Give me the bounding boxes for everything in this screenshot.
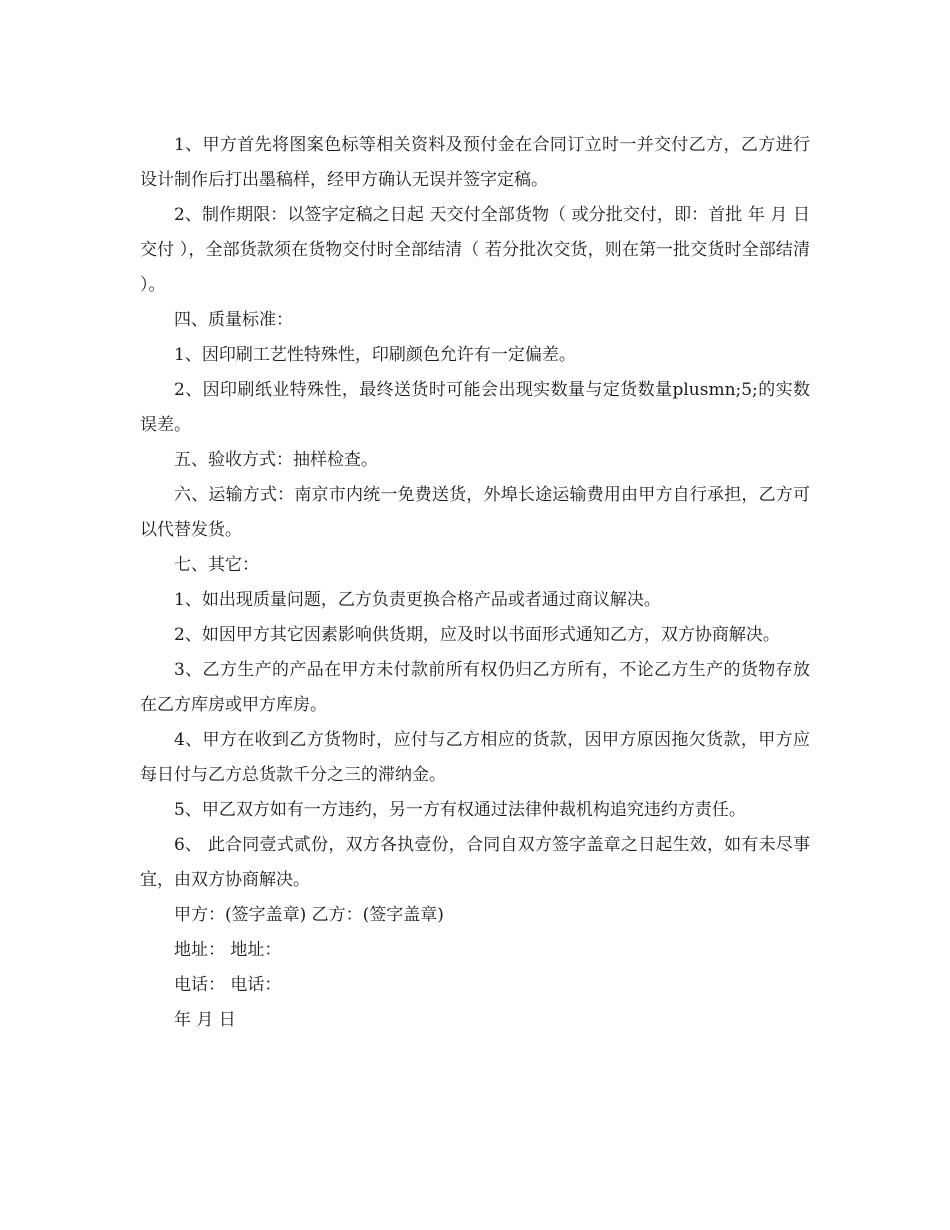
clause-breach: 5、甲乙双方如有一方违约，另一方有权通过法律仲裁机构追究违约方责任。 [174, 800, 746, 820]
clause-ownership: 3、乙方生产的产品在甲方未付款前所有权仍归乙方所有，不论乙方生产的货物存放在乙方库房或甲方库房。 [140, 660, 810, 715]
clause-supply-delay: 2、如因甲方其它因素影响供货期，应及时以书面形式通知乙方，双方协商解决。 [174, 625, 780, 645]
section-heading-transport-method: 六、运输方式：南京市内统一免费送货，外埠长途运输费用由甲方自行承担，乙方可以代替发货。 [140, 485, 810, 540]
address-line: 地址： 地址： [174, 940, 282, 960]
signature-line: 甲方：(签字盖章) 乙方：(签字盖章) [174, 905, 444, 925]
phone-line: 电话： 电话： [174, 975, 282, 995]
clause-quality-issue: 1、如出现质量问题，乙方负责更换合格产品或者通过商议解决。 [174, 590, 661, 610]
date-line: 年 月 日 [174, 1010, 236, 1030]
clause-quantity-tolerance: 2、因印刷纸业特殊性，最终送货时可能会出现实数量与定货数量plusmn;5;的实数误差。 [140, 380, 810, 435]
section-heading-quality-standard: 四、质量标准： [174, 310, 293, 330]
clause-payment-delivery-materials: 1、甲方首先将图案色标等相关资料及预付金在合同订立时一并交付乙方，乙方进行设计制作后打出墨稿样，经甲方确认无误并签字定稿。 [140, 135, 810, 190]
clause-copies-effectiveness: 6、 此合同壹式贰份，双方各执壹份，合同自双方签字盖章之日起生效，如有未尽事宜，由双方协商解决。 [140, 835, 810, 890]
clause-color-tolerance: 1、因印刷工艺性特殊性，印刷颜色允许有一定偏差。 [174, 345, 576, 365]
clause-production-deadline: 2、制作期限：以签字定稿之日起 天交付全部货物（ 或分批交付，即：首批 年 月 日交付 ），全部货款须在货物交付时全部结清（ 若分批次交货，则在第一批交货时全部结清 ）。 [140, 205, 810, 295]
section-heading-acceptance-method: 五、验收方式：抽样检查。 [174, 450, 378, 470]
clause-late-payment: 4、甲方在收到乙方货物时，应付与乙方相应的货款，因甲方原因拖欠货款，甲方应每日付与乙方总货款千分之三的滞纳金。 [140, 730, 810, 785]
section-heading-other: 七、其它： [174, 555, 259, 575]
contract-body [140, 128, 810, 1038]
